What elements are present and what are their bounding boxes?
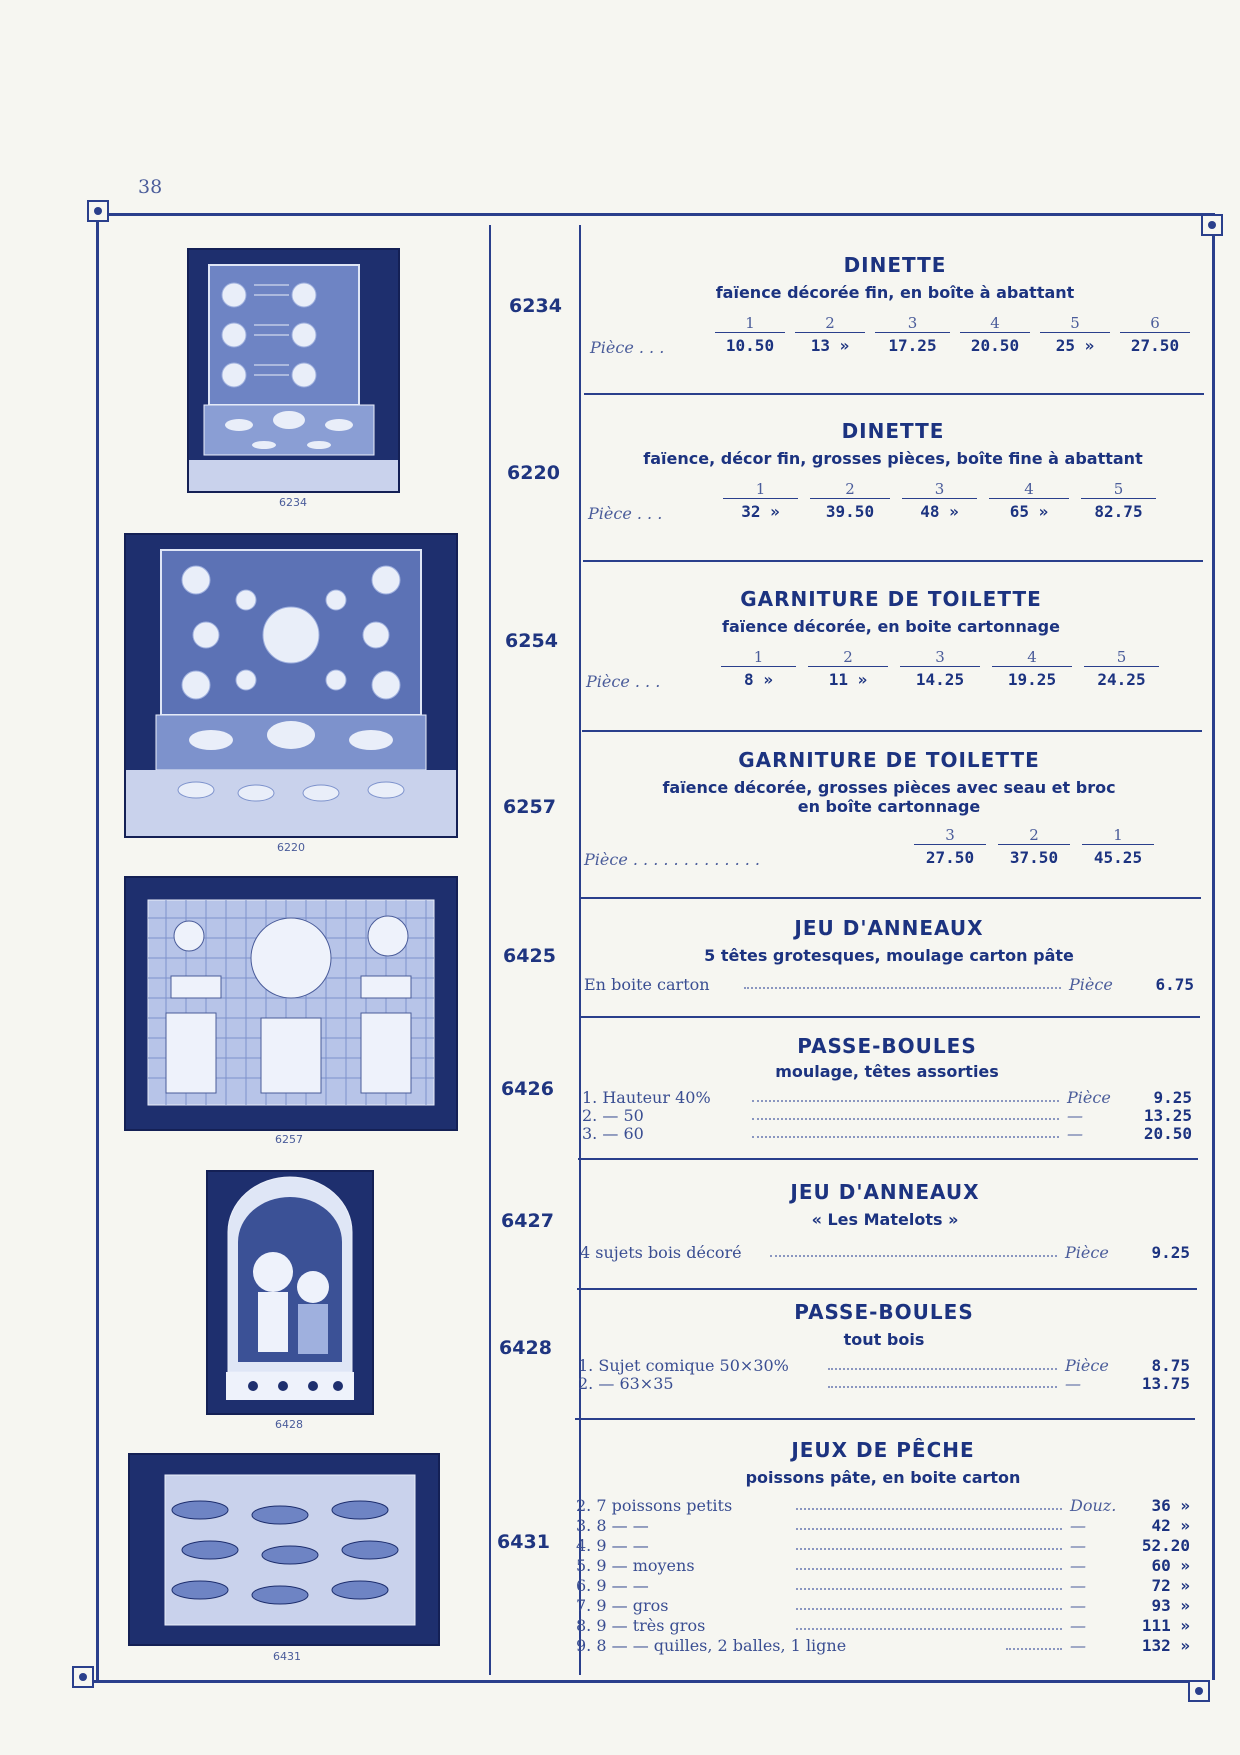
photo-caption: 6234 <box>279 496 307 509</box>
price-value: 32 » <box>741 502 780 521</box>
item-code: 6254 <box>505 630 558 652</box>
item-title: JEU D'ANNEAUX <box>794 916 984 940</box>
price-value: 82.75 <box>1094 502 1143 521</box>
price-value: 20.50 <box>1143 1124 1192 1143</box>
price-value: 52.20 <box>1141 1536 1190 1555</box>
item-title: DINETTE <box>843 253 947 277</box>
price-value: 13 » <box>810 336 850 355</box>
line-text: 8. 9 — très gros <box>576 1616 706 1635</box>
price-value: 45.25 <box>1093 848 1143 867</box>
unit-label: — <box>1070 1536 1086 1555</box>
price-row <box>914 848 1154 867</box>
line-text: 7. 9 — gros <box>576 1596 669 1615</box>
leader-dots <box>744 987 1061 989</box>
section-rule <box>583 560 1203 562</box>
price-line <box>580 1243 1190 1262</box>
size-number: 5 <box>1081 480 1156 499</box>
piece-label: Pièce . . . <box>588 504 663 523</box>
price-value: 72 » <box>1151 1576 1190 1595</box>
size-number: 1 <box>723 480 798 499</box>
price-line <box>576 1595 1190 1615</box>
price-value: 14.25 <box>915 670 965 689</box>
photo-caption: 6257 <box>275 1133 303 1146</box>
item-subtitle: faïence décorée, en boite cartonnage <box>722 617 1060 636</box>
frame-top-rule <box>95 213 1215 216</box>
price-line <box>584 975 1194 994</box>
item-code: 6428 <box>499 1337 552 1359</box>
item-title: PASSE-BOULES <box>797 1034 977 1058</box>
price-value: 37.50 <box>1009 848 1059 867</box>
leader-dots <box>796 1588 1062 1590</box>
size-number: 3 <box>900 648 980 667</box>
section-rule <box>582 730 1202 732</box>
price-line <box>576 1555 1190 1575</box>
price-row <box>715 336 1190 355</box>
line-text: 2. — 50 <box>582 1106 644 1125</box>
frame-left-rule <box>96 213 99 1680</box>
line-text: 2. — 63×35 <box>578 1374 674 1393</box>
photo-caption: 6220 <box>277 841 305 854</box>
size-number: 5 <box>1084 648 1159 667</box>
section-rule <box>578 1158 1198 1160</box>
size-number: 3 <box>875 314 950 333</box>
leader-dots <box>1006 1648 1062 1650</box>
unit-label: — <box>1070 1636 1086 1655</box>
size-number: 3 <box>914 826 986 845</box>
unit-label: Pièce <box>1067 1088 1111 1107</box>
unit-label: — <box>1070 1616 1086 1635</box>
price-value: 20.50 <box>970 336 1020 355</box>
price-value: 19.25 <box>1007 670 1057 689</box>
item-subtitle: 5 têtes grotesques, moulage carton pâte <box>704 946 1074 965</box>
unit-label: Douz. <box>1070 1496 1117 1515</box>
size-number: 2 <box>795 314 865 333</box>
frame-right-rule <box>1212 213 1215 1680</box>
section-rule <box>575 1418 1195 1420</box>
price-line <box>582 1107 1192 1125</box>
size-row <box>715 314 1190 333</box>
item-code: 6220 <box>507 462 560 484</box>
page-number: 38 <box>138 176 163 198</box>
size-number: 4 <box>992 648 1072 667</box>
price-line <box>582 1089 1192 1107</box>
leader-dots <box>752 1118 1059 1120</box>
section-rule <box>577 1288 1197 1290</box>
price-value: 27.50 <box>1130 336 1180 355</box>
item-title: JEUX DE PÊCHE <box>791 1438 975 1462</box>
size-number: 4 <box>960 314 1030 333</box>
leader-dots <box>796 1568 1062 1570</box>
leader-dots <box>770 1255 1057 1257</box>
price-line <box>576 1495 1190 1515</box>
unit-label: Pièce <box>1065 1243 1109 1262</box>
item-code: 6234 <box>509 295 562 317</box>
line-text: 3. 8 — — <box>576 1516 649 1535</box>
frame-corner-ornament <box>1201 214 1223 236</box>
unit-label: Pièce <box>1069 975 1113 994</box>
unit-label: — <box>1070 1576 1086 1595</box>
line-text: 2. 7 poissons petits <box>576 1496 733 1515</box>
item-code: 6426 <box>501 1078 554 1100</box>
price-value: 13.25 <box>1143 1106 1192 1125</box>
column-rule-left <box>489 225 491 1675</box>
item-subtitle: faïence décorée, grosses pièces avec seau et broc <box>662 778 1116 797</box>
unit-label: — <box>1070 1556 1086 1575</box>
price-value: 13.75 <box>1141 1374 1190 1393</box>
item-code: 6425 <box>503 945 556 967</box>
size-number: 1 <box>715 314 785 333</box>
line-text: 3. — 60 <box>582 1124 644 1143</box>
price-line <box>576 1635 1190 1655</box>
unit-label: — <box>1070 1516 1086 1535</box>
item-dinette-6220 <box>588 419 1198 523</box>
item-toilette-6254 <box>586 587 1196 691</box>
price-line <box>578 1357 1190 1375</box>
price-value: 11 » <box>828 670 868 689</box>
line-text: 4 sujets bois décoré <box>580 1243 742 1262</box>
price-value: 24.25 <box>1097 670 1146 689</box>
price-value: 6.75 <box>1155 975 1194 994</box>
leader-dots <box>828 1386 1057 1388</box>
section-rule <box>584 393 1204 395</box>
leader-dots <box>752 1136 1059 1138</box>
size-number: 3 <box>902 480 977 499</box>
price-value: 93 » <box>1151 1596 1190 1615</box>
leader-dots <box>752 1100 1059 1102</box>
frame-bottom-rule <box>82 1680 1202 1683</box>
item-title: JEU D'ANNEAUX <box>790 1180 980 1204</box>
item-subtitle: moulage, têtes assorties <box>775 1062 999 1081</box>
size-row <box>721 648 1159 667</box>
item-title: DINETTE <box>841 419 945 443</box>
price-value: 132 » <box>1141 1636 1190 1655</box>
item-passe-boules-6426 <box>582 1034 1192 1143</box>
photo-dinette-6220 <box>124 533 458 838</box>
price-line <box>576 1515 1190 1535</box>
photo-dinette-6234 <box>187 248 400 493</box>
item-code: 6431 <box>497 1531 550 1553</box>
price-value: 65 » <box>1009 502 1049 521</box>
piece-label: Pièce . . . . . . . . . . . . . <box>584 850 761 869</box>
price-row <box>723 502 1156 521</box>
size-number: 2 <box>808 648 888 667</box>
size-number: 2 <box>998 826 1070 845</box>
item-dinette-6234 <box>590 253 1200 357</box>
price-value: 17.25 <box>888 336 937 355</box>
item-subtitle: faïence décorée fin, en boîte à abattant <box>715 283 1075 302</box>
photo-caption: 6431 <box>273 1650 301 1663</box>
price-line <box>578 1375 1190 1393</box>
line-text: 9. 8 — — quilles, 2 balles, 1 ligne <box>576 1636 847 1655</box>
price-value: 10.50 <box>725 336 775 355</box>
leader-dots <box>828 1368 1057 1370</box>
item-jeux-peche-6431 <box>576 1438 1190 1655</box>
frame-corner-ornament <box>1188 1680 1210 1702</box>
line-text: 1. Hauteur 40% <box>582 1088 711 1107</box>
price-line <box>576 1535 1190 1555</box>
photo-caption: 6428 <box>275 1418 303 1431</box>
leader-dots <box>796 1528 1062 1530</box>
item-subtitle: « Les Matelots » <box>811 1210 959 1229</box>
photo-toilette-6257 <box>124 876 458 1131</box>
leader-dots <box>796 1508 1062 1510</box>
price-value: 25 » <box>1055 336 1095 355</box>
unit-label: — <box>1067 1124 1083 1143</box>
item-subtitle: faïence, décor fin, grosses pièces, boîte fine à abattant <box>643 449 1143 468</box>
price-value: 9.25 <box>1153 1088 1192 1107</box>
size-row <box>723 480 1156 499</box>
line-text: 4. 9 — — <box>576 1536 649 1555</box>
price-value: 60 » <box>1151 1556 1190 1575</box>
price-value: 42 » <box>1151 1516 1190 1535</box>
item-title: GARNITURE DE TOILETTE <box>740 587 1042 611</box>
price-lines <box>576 1495 1190 1655</box>
price-value: 8 » <box>744 670 773 689</box>
item-subtitle-line2: en boîte cartonnage <box>797 797 981 816</box>
section-rule <box>580 1016 1200 1018</box>
leader-dots <box>796 1628 1062 1630</box>
unit-label: — <box>1067 1106 1083 1125</box>
unit-label: — <box>1065 1374 1081 1393</box>
photo-jeux-peche-6431 <box>128 1453 440 1646</box>
item-code: 6257 <box>503 796 556 818</box>
price-value: 48 » <box>920 502 959 521</box>
price-lines <box>582 1089 1192 1143</box>
item-title: GARNITURE DE TOILETTE <box>738 748 1040 772</box>
unit-label: Pièce <box>1065 1356 1109 1375</box>
size-number: 1 <box>721 648 796 667</box>
size-number: 1 <box>1082 826 1154 845</box>
item-jeu-anneaux-6425 <box>584 916 1194 994</box>
item-toilette-6257 <box>584 748 1194 869</box>
frame-corner-ornament <box>87 200 109 222</box>
item-subtitle: tout bois <box>843 1330 925 1349</box>
leader-dots <box>796 1608 1062 1610</box>
leader-dots <box>796 1548 1062 1550</box>
item-subtitle: poissons pâte, en boite carton <box>745 1468 1021 1487</box>
price-row <box>721 670 1159 689</box>
price-value: 111 » <box>1141 1616 1190 1635</box>
item-jeu-anneaux-6427 <box>580 1180 1190 1262</box>
price-line <box>582 1125 1192 1143</box>
piece-label: Pièce . . . <box>586 672 661 691</box>
size-number: 5 <box>1040 314 1110 333</box>
item-code: 6427 <box>501 1210 554 1232</box>
unit-label: — <box>1070 1596 1086 1615</box>
price-lines <box>578 1357 1190 1393</box>
size-row <box>914 826 1154 845</box>
piece-label: Pièce . . . <box>590 338 665 357</box>
photo-passe-boules-6428 <box>206 1170 374 1415</box>
line-text: 6. 9 — — <box>576 1576 649 1595</box>
size-number: 6 <box>1120 314 1190 333</box>
size-number: 4 <box>989 480 1069 499</box>
size-number: 2 <box>810 480 890 499</box>
section-rule <box>581 897 1201 899</box>
price-value: 39.50 <box>825 502 875 521</box>
frame-corner-ornament <box>72 1666 94 1688</box>
price-line <box>576 1615 1190 1635</box>
line-text: 5. 9 — moyens <box>576 1556 695 1575</box>
price-line <box>576 1575 1190 1595</box>
line-text: 1. Sujet comique 50×30% <box>578 1356 789 1375</box>
price-value: 36 » <box>1151 1496 1190 1515</box>
line-text: En boite carton <box>584 975 710 994</box>
item-passe-boules-6428 <box>578 1300 1190 1393</box>
price-value: 27.50 <box>925 848 975 867</box>
price-value: 8.75 <box>1151 1356 1190 1375</box>
item-title: PASSE-BOULES <box>794 1300 974 1324</box>
price-value: 9.25 <box>1151 1243 1190 1262</box>
